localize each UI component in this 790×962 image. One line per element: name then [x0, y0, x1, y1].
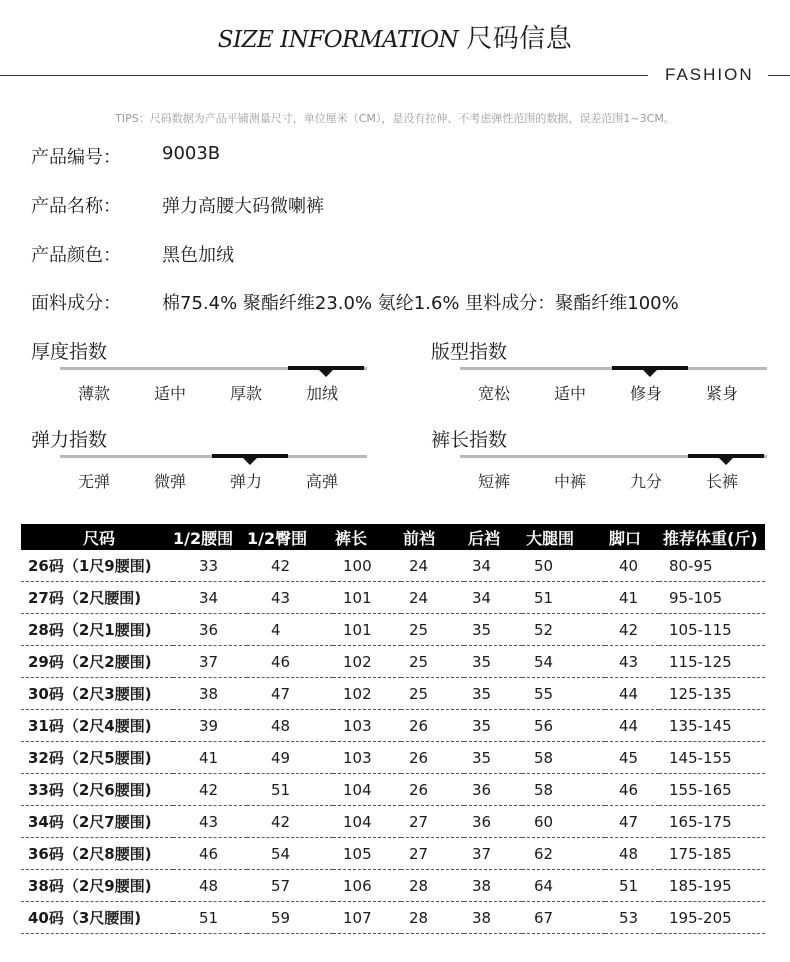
table-cell: 50: [522, 550, 605, 582]
table-cell: 43: [247, 582, 333, 614]
table-row: [21, 806, 765, 838]
size-table: [21, 524, 765, 934]
size-label-cell: 31码（2尺4腰围): [21, 710, 173, 742]
table-cell: 42: [605, 614, 659, 646]
index-pointer-icon: [243, 458, 257, 465]
column-header: 1/2臀围: [247, 524, 333, 550]
index-option: 加绒: [305, 384, 338, 403]
table-cell: 46: [173, 838, 247, 870]
index-thickness: [31, 337, 338, 407]
index-title: 弹力指数: [31, 429, 108, 451]
table-row: [21, 678, 765, 710]
table-cell: 35: [464, 614, 522, 646]
table-cell: 51: [522, 582, 605, 614]
table-cell: 35: [464, 678, 522, 710]
index-track: [60, 455, 367, 458]
title-chinese: 尺码信息: [466, 24, 573, 54]
table-cell: 25: [401, 678, 464, 710]
info-label: 产品名称：: [31, 196, 121, 217]
index-track: [60, 367, 367, 370]
size-label-cell: 34码（2尺7腰围): [21, 806, 173, 838]
column-header: 前裆: [401, 524, 464, 550]
table-cell: 115-125: [659, 646, 765, 678]
table-cell: 36: [464, 806, 522, 838]
index-option: 薄款: [77, 384, 110, 403]
table-cell: 38: [464, 870, 522, 902]
info-value: 弹力高腰大码微喇裤: [162, 196, 324, 217]
table-cell: 34: [173, 582, 247, 614]
page-title: [0, 18, 790, 55]
table-cell: 41: [605, 582, 659, 614]
table-cell: 95-105: [659, 582, 765, 614]
table-cell: 41: [173, 742, 247, 774]
index-option: 长裤: [705, 472, 738, 491]
table-cell: 101: [333, 614, 401, 646]
table-cell: 28: [401, 870, 464, 902]
index-track: [460, 367, 767, 370]
table-cell: 38: [173, 678, 247, 710]
table-cell: 135-145: [659, 710, 765, 742]
table-cell: 51: [247, 774, 333, 806]
column-header: 推荐体重(斤): [659, 524, 765, 550]
table-cell: 145-155: [659, 742, 765, 774]
info-label: 产品编号：: [31, 147, 121, 168]
title-english: SIZE INFORMATION: [217, 27, 459, 53]
table-cell: 105: [333, 838, 401, 870]
index-title: 裤长指数: [431, 429, 508, 451]
table-cell: 100: [333, 550, 401, 582]
table-cell: 102: [333, 678, 401, 710]
size-table-header: [21, 524, 765, 550]
table-cell: 24: [401, 582, 464, 614]
table-cell: 45: [605, 742, 659, 774]
table-cell: 102: [333, 646, 401, 678]
table-cell: 43: [605, 646, 659, 678]
table-row: [21, 582, 765, 614]
size-label-cell: 36码（2尺8腰围): [21, 838, 173, 870]
size-label-cell: 28码（2尺1腰围): [21, 614, 173, 646]
table-cell: 40: [605, 550, 659, 582]
table-cell: 57: [247, 870, 333, 902]
table-cell: 48: [173, 870, 247, 902]
table-cell: 36: [173, 614, 247, 646]
info-value: 黑色加绒: [162, 245, 234, 266]
index-pointer-icon: [643, 370, 657, 377]
size-label-cell: 33码（2尺6腰围): [21, 774, 173, 806]
size-label-cell: 32码（2尺5腰围): [21, 742, 173, 774]
table-row: [21, 774, 765, 806]
index-option: 高弹: [305, 472, 338, 491]
size-label-cell: 38码（2尺9腰围): [21, 870, 173, 902]
index-option: 修身: [629, 384, 662, 403]
tips-note: TIPS：尺码数据为产品平铺测量尺寸，单位厘米（CM），是没有拉伸、不考虑弹性范围的数据，误差范围1~3CM。: [115, 112, 675, 125]
index-pointer-icon: [319, 370, 333, 377]
table-cell: 35: [464, 646, 522, 678]
table-row: [21, 614, 765, 646]
column-header: 1/2腰围: [173, 524, 247, 550]
table-cell: 80-95: [659, 550, 765, 582]
table-cell: 62: [522, 838, 605, 870]
brand-label: FASHION: [665, 65, 754, 84]
table-cell: 47: [247, 678, 333, 710]
table-cell: 106: [333, 870, 401, 902]
table-cell: 51: [173, 902, 247, 934]
table-row: [21, 742, 765, 774]
table-row: [21, 550, 765, 582]
table-cell: 165-175: [659, 806, 765, 838]
table-cell: 36: [464, 774, 522, 806]
table-cell: 104: [333, 774, 401, 806]
column-header: 后裆: [464, 524, 522, 550]
table-cell: 59: [247, 902, 333, 934]
table-row: [21, 870, 765, 902]
index-option: 宽松: [477, 384, 510, 403]
size-label-cell: 26码（1尺9腰围): [21, 550, 173, 582]
column-header: 脚口: [605, 524, 659, 550]
info-value: 9003B: [162, 143, 221, 164]
table-cell: 185-195: [659, 870, 765, 902]
table-cell: 27: [401, 806, 464, 838]
table-cell: 46: [247, 646, 333, 678]
table-cell: 52: [522, 614, 605, 646]
index-title: 版型指数: [431, 341, 508, 363]
index-option: 中裤: [553, 472, 586, 491]
table-cell: 25: [401, 614, 464, 646]
table-cell: 44: [605, 710, 659, 742]
table-cell: 28: [401, 902, 464, 934]
index-option: 无弹: [77, 472, 110, 491]
table-cell: 49: [247, 742, 333, 774]
index-option: 紧身: [705, 384, 738, 403]
table-cell: 48: [247, 710, 333, 742]
table-row: [21, 646, 765, 678]
table-row: [21, 710, 765, 742]
table-cell: 46: [605, 774, 659, 806]
table-cell: 4: [247, 614, 333, 646]
header-divider-right: [768, 75, 790, 76]
table-cell: 195-205: [659, 902, 765, 934]
table-cell: 67: [522, 902, 605, 934]
size-label-cell: 30码（2尺3腰围): [21, 678, 173, 710]
size-label-cell: 29码（2尺2腰围): [21, 646, 173, 678]
column-header: 尺码: [21, 524, 173, 550]
table-cell: 58: [522, 774, 605, 806]
table-cell: 39: [173, 710, 247, 742]
table-cell: 54: [522, 646, 605, 678]
table-cell: 101: [333, 582, 401, 614]
table-cell: 155-165: [659, 774, 765, 806]
table-row: [21, 902, 765, 934]
table-cell: 51: [605, 870, 659, 902]
table-cell: 56: [522, 710, 605, 742]
size-label-cell: 27码（2尺腰围): [21, 582, 173, 614]
table-cell: 60: [522, 806, 605, 838]
table-cell: 34: [464, 550, 522, 582]
table-cell: 37: [464, 838, 522, 870]
table-cell: 47: [605, 806, 659, 838]
table-cell: 42: [247, 806, 333, 838]
table-cell: 104: [333, 806, 401, 838]
table-cell: 105-115: [659, 614, 765, 646]
table-cell: 26: [401, 742, 464, 774]
table-cell: 103: [333, 710, 401, 742]
index-option: 九分: [629, 472, 662, 491]
index-pointer-icon: [719, 458, 733, 465]
index-fit: [431, 337, 738, 407]
index-length: [431, 425, 738, 495]
index-option: 适中: [153, 384, 186, 403]
table-cell: 38: [464, 902, 522, 934]
header-divider-left: [0, 75, 648, 76]
size-label-cell: 40码（3尺腰围): [21, 902, 173, 934]
index-track: [460, 455, 767, 458]
table-cell: 34: [464, 582, 522, 614]
table-cell: 53: [605, 902, 659, 934]
table-cell: 26: [401, 774, 464, 806]
table-cell: 125-135: [659, 678, 765, 710]
table-cell: 48: [605, 838, 659, 870]
index-option: 弹力: [229, 472, 262, 491]
table-cell: 44: [605, 678, 659, 710]
column-header: 裤长: [333, 524, 401, 550]
table-cell: 35: [464, 742, 522, 774]
table-cell: 27: [401, 838, 464, 870]
table-cell: 43: [173, 806, 247, 838]
table-cell: 35: [464, 710, 522, 742]
table-cell: 54: [247, 838, 333, 870]
index-option: 微弹: [153, 472, 186, 491]
table-cell: 25: [401, 646, 464, 678]
info-label: 产品颜色：: [31, 245, 121, 266]
index-title: 厚度指数: [31, 341, 108, 363]
index-option: 适中: [553, 384, 586, 403]
column-header: 大腿围: [522, 524, 605, 550]
table-cell: 37: [173, 646, 247, 678]
table-cell: 24: [401, 550, 464, 582]
index-elasticity: [31, 425, 338, 495]
table-cell: 58: [522, 742, 605, 774]
table-row: [21, 838, 765, 870]
table-cell: 42: [247, 550, 333, 582]
table-cell: 26: [401, 710, 464, 742]
table-cell: 107: [333, 902, 401, 934]
table-cell: 42: [173, 774, 247, 806]
info-label: 面料成分：: [31, 293, 121, 314]
table-cell: 103: [333, 742, 401, 774]
table-cell: 55: [522, 678, 605, 710]
table-cell: 175-185: [659, 838, 765, 870]
index-option: 厚款: [229, 384, 262, 403]
info-value: 棉75.4% 聚酯纤维23.0% 氨纶1.6% 里料成分：聚酯纤维100%: [162, 293, 679, 314]
table-cell: 64: [522, 870, 605, 902]
table-cell: 33: [173, 550, 247, 582]
index-option: 短裤: [477, 472, 510, 491]
